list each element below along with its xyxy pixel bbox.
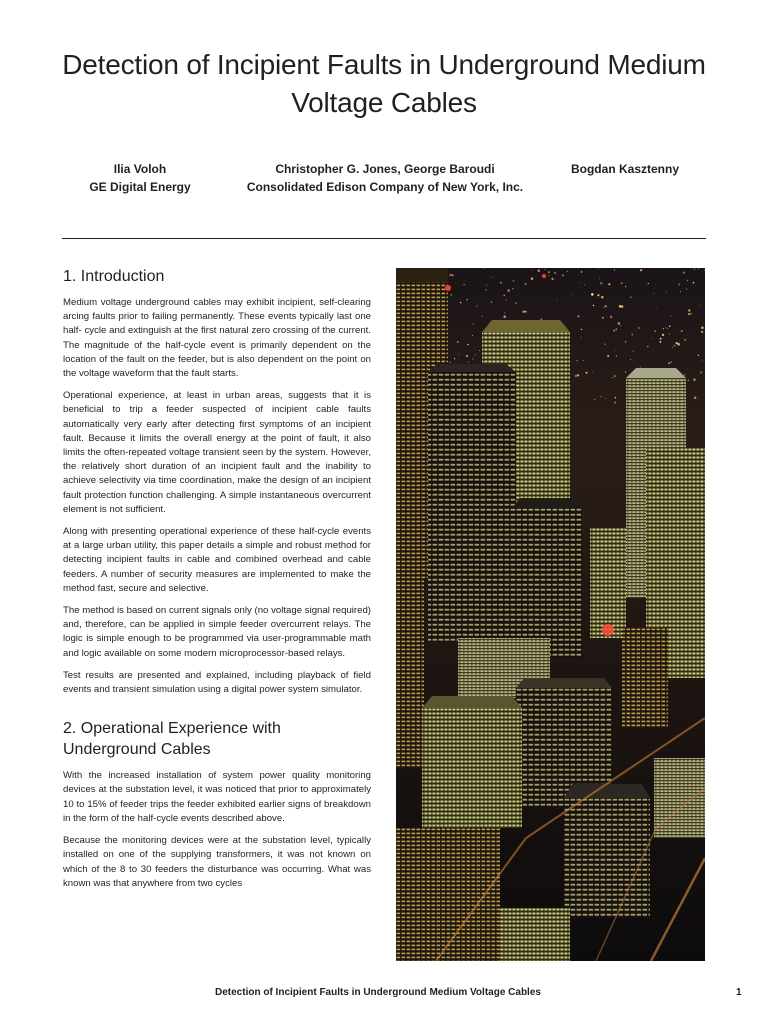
city-light [597,294,599,296]
city-light [479,350,480,351]
city-light [663,328,665,330]
city-light [567,271,568,272]
paragraph: With the increased installation of system power quality monitoring devices at the substation level, it was noticed that prior to approximately 10 to 15% of feeder trips the feeder exhibited earlier signs of breakdown in the form of the half-cycle events described above. [63,770,371,824]
city-light [504,312,505,313]
city-light [625,286,626,287]
city-photo-illustration [396,268,705,961]
city-light [672,347,673,348]
city-light [450,294,451,295]
city-light [507,289,510,292]
city-light [656,307,657,308]
city-light [503,315,506,318]
city-light [701,327,704,330]
city-light [548,275,549,276]
city-light [449,274,452,277]
city-light [472,358,473,359]
city-light [614,375,616,377]
paper-title: Detection of Incipient Faults in Underground Medium Voltage Cables [62,49,706,118]
author-block-1 [70,160,210,196]
city-light [704,270,705,271]
page-number: 1 [736,987,742,998]
city-light [669,333,670,334]
city-light [605,305,607,307]
city-light [666,291,667,292]
paragraph: Along with presenting operational experience of these half-cycle events at a large urban utility, this paper details a simple and robust method for detecting incipient faults in cable and combined overhead and cable feeders. A number of security measures are implemented to make the method fast, secure and selective. [63,526,371,594]
city-light [472,335,473,336]
city-light [583,360,584,361]
page-footer [0,987,768,1003]
city-light [612,377,613,378]
city-light [522,311,524,313]
city-light [668,362,670,364]
city-light [458,354,459,355]
city-light [674,345,676,347]
city-aerial-photo [396,268,705,961]
city-light [581,329,582,330]
author-block-2 [230,160,540,196]
city-light [688,309,690,311]
city-light [554,272,556,274]
city-light [491,301,493,303]
city-light [577,374,579,376]
city-light [693,282,695,284]
city-light [450,362,451,363]
paragraph: Operational experience, at least in urban areas, suggests that it is beneficial to trip a feeder suspected of incipient cable faults automatically very early after detecting first symptoms of an incipient fault. Because it limits the overall energy at the point of fault, it also limits the often-repeated voltage transient seen by the system. However, the relatively short duration of an incipient fault and the inability to achieve selectivity via time coordination, make the design of an incipient fault protection function challenging. A simple instantaneous overcurrent element is not sufficient. [63,390,371,515]
header-divider [62,238,706,239]
city-light [621,282,623,284]
city-light [618,322,620,324]
city-light [676,342,678,344]
city-light [702,360,703,361]
author-name: Ilia Voloh [113,162,167,176]
city-light [615,397,617,399]
section-heading-operational-experience: 2. Operational Experience with Underground Cables [63,720,281,759]
city-light [586,372,588,374]
city-light [532,270,533,271]
city-light [687,280,688,281]
city-light [605,398,606,399]
author-name: Christopher G. Jones, George Baroudi [275,162,495,176]
city-light [616,355,617,356]
author-name: Bogdan Kasztenny [570,162,679,176]
city-light [473,323,475,325]
city-light [576,360,578,362]
city-light [584,284,585,285]
city-light [698,268,699,269]
city-light [591,293,594,296]
city-light [457,341,458,342]
city-light [625,341,627,343]
city-light [701,331,703,333]
city-light [577,315,579,317]
paragraph: Medium voltage underground cables may exhibit incipient, self-clearing arcing faults prior to failing permanently. These events typically last one half- cycle and extinguish at the first natural zero crossing of the current. The magnitude of the half-cycle event is primarily dependent on the location of the fault on the feeder, but is also dependent on the point on the voltage waveform that the fault starts. [63,297,371,380]
city-light [694,268,696,270]
city-light [688,313,690,315]
city-light [603,307,604,308]
city-light [581,337,582,338]
city-light [454,358,455,359]
city-light [614,350,615,351]
city-light [648,283,649,284]
city-light [601,296,604,299]
city-light [594,399,595,400]
left-text-column [63,266,371,899]
city-light [620,325,621,326]
city-light [486,289,487,290]
city-light [625,371,626,372]
city-light [475,354,476,355]
city-light [575,375,578,378]
footer-running-title: Detection of Incipient Faults in Underground Medium Voltage Cables [215,987,541,998]
city-light [468,362,469,363]
city-light [640,366,641,367]
city-light [678,283,680,285]
city-light [599,278,600,279]
city-light [482,316,483,317]
city-light [571,293,572,294]
city-light [491,277,492,278]
section-heading-introduction: 1. Introduction [63,268,165,285]
city-light [700,371,702,373]
city-light [512,288,513,289]
city-light [653,293,654,294]
city-light [604,343,605,344]
city-light [600,282,603,285]
city-light [614,269,615,270]
city-light [614,402,616,404]
paragraph: The method is based on current signals only (no voltage signal required) and, therefore, can be applied in simple feeder overcurrent relays. The logic is simple enough to be programmed via user-programmable math and logic available on some modern microprocessor-based relays. [63,605,371,659]
city-light [476,305,477,306]
author-block-3 [560,160,690,178]
city-light [513,280,515,282]
city-light [681,330,683,332]
city-light [694,397,696,399]
city-light [698,355,699,356]
city-light [525,283,527,285]
city-light [607,355,609,357]
city-light [466,299,468,301]
city-light [613,330,615,332]
city-light [630,296,631,297]
city-light [601,396,602,397]
city-light [669,325,671,327]
city-light [548,271,550,273]
city-light [504,295,505,296]
city-light [667,328,668,329]
city-light [557,299,558,300]
city-light [538,270,540,272]
city-light [466,355,468,357]
city-light [541,318,543,320]
author-affiliation: Consolidated Edison Company of New York, Inc. [246,180,524,194]
city-light [500,282,502,284]
city-light [670,316,671,317]
city-light [531,277,534,280]
city-light [633,351,634,352]
city-light [593,305,594,306]
city-light [551,278,553,280]
city-light [463,284,464,285]
city-light [683,272,685,274]
city-light [580,282,581,283]
city-light [630,359,631,360]
paragraph: Test results are presented and explained, including playback of field events and transient simulation using a digital power system simulator. [63,669,371,696]
city-light [665,327,666,328]
city-light [638,327,640,329]
city-light [544,269,545,270]
city-light [640,269,642,271]
city-light [654,330,656,332]
city-light [660,338,662,340]
city-light [684,339,686,341]
city-light [693,379,695,381]
city-light [460,302,462,304]
city-light [467,344,468,345]
city-light [598,269,599,270]
city-light [652,338,653,339]
city-light [684,374,686,376]
city-light [525,311,527,313]
city-light [670,361,671,362]
city-light [592,372,593,373]
city-light [616,328,617,329]
city-light [660,341,662,343]
city-light [647,346,648,347]
city-light [662,334,664,336]
city-light [619,305,622,308]
city-light [686,288,687,289]
city-light [631,334,633,336]
city-light [581,271,583,273]
city-light [486,285,487,286]
city-light [451,274,453,276]
city-light [505,300,506,301]
author-affiliation: GE Digital Energy [89,180,191,194]
city-light [562,275,564,277]
city-light [680,291,681,292]
city-light [690,313,692,315]
city-light [608,283,610,285]
city-light [610,316,612,318]
city-light [688,380,690,382]
city-light [700,305,701,306]
paragraph: Because the monitoring devices were at the substation level, typically installed on one of the supplying transformers, it was not known on which of the 8 to 30 feeders the disturbance was occurring. What was known was that anywhere from two cycles [63,835,371,889]
city-light [602,317,604,319]
city-light [515,302,516,303]
